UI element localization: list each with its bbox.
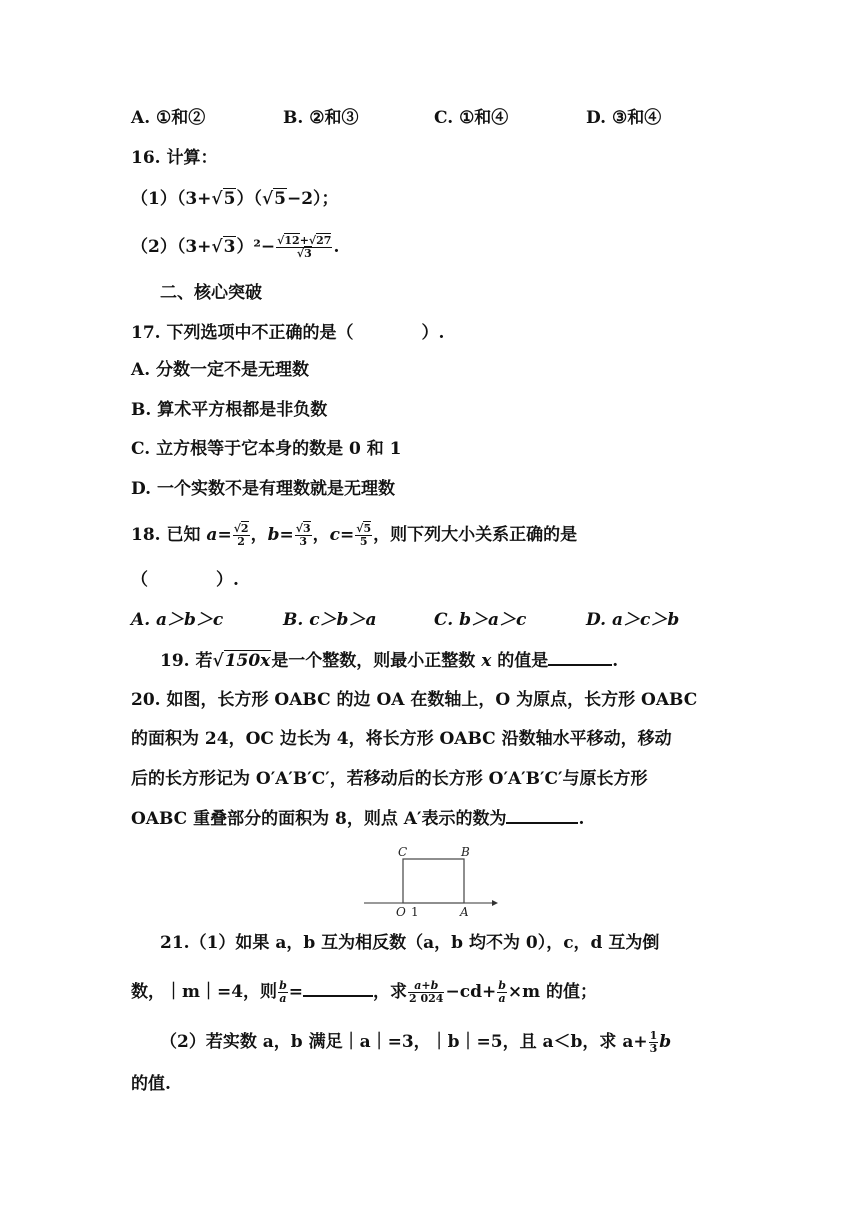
fraction-one-third: $\frac{1}{3}$ [649,1029,658,1055]
q21-line-1: 21.（1）如果 a，b 互为相反数（a，b 均不为 0），c，d 互为倒 [160,933,660,953]
q20-line-2: 的面积为 24，OC 边长为 4，将长方形 OABC 沿数轴水平移动，移动 [131,729,672,749]
q21-line-3: （2）若实数 a，b 满足｜a｜=3，｜b｜=5，且 a＜b，求 a+ $\frac{1}{3}$ b [160,1029,672,1055]
q15-option-b: B. ②和③ [283,108,359,128]
q17-option-d: D. 一个实数不是有理数就是无理数 [131,479,395,499]
fraction-sqrt2-over-2: $\frac{√2}{2}$ [233,522,249,548]
q16-part1: （1）（3+√5）（√5−2）； [131,189,339,209]
q18-option-b: B. c＞b＞a [283,610,377,630]
q21-line-2: 数，｜m｜=4，则 $\frac{b}{a}$ = ，求 $\frac{a+b}{2 024}$ −cd+ $\frac{b}{a}$ ×m 的值； [131,979,598,1005]
q21-line-4: 的值. [131,1074,171,1094]
q15-option-d: D. ③和④ [586,108,662,128]
answer-blank[interactable] [506,806,578,824]
q18-stem: 18. 已知 a= $\frac{√2}{2}$ ，b= $\frac{√3}{3}$ ，c= $\frac{√5}{5}$ ，则下列大小关系正确的是 [131,522,578,548]
label-o: O [396,905,406,919]
q18-answer-paren: （ ）. [131,570,239,590]
fraction-b-over-a: $\frac{b}{a}$ [279,979,287,1005]
rectangle-on-number-line-figure [360,843,500,923]
label-b: B [461,845,470,859]
rectangle-oabc [403,859,464,903]
q18-option-a: A. a＞b＞c [131,610,224,630]
label-a: A [460,905,469,919]
q19-stem: 19. 若√150x是一个整数，则最小正整数 x 的值是 . [160,648,618,673]
q17-option-b: B. 算术平方根都是非负数 [131,400,328,420]
q17-stem: 17. 下列选项中不正确的是（ ）. [131,323,445,343]
q20-line-1: 20. 如图，长方形 OABC 的边 OA 在数轴上，O 为原点，长方形 OABC [131,690,698,710]
q20-line-3: 后的长方形记为 O′A′B′C′，若移动后的长方形 O′A′B′C′与原长方形 [131,769,648,789]
axis-arrow [492,900,498,906]
sqrt-5: √5 [211,189,236,209]
sqrt-5-second: √5 [261,189,286,209]
q17-option-a: A. 分数一定不是无理数 [131,360,310,380]
label-1: 1 [411,905,419,919]
fraction-sum-over-2024: $\frac{a+b}{2 024}$ [409,979,444,1005]
fraction-sqrt3-over-3: $\frac{√3}{3}$ [295,522,311,548]
section-title: 二、核心突破 [160,283,262,303]
q18-option-c: C. b＞a＞c [434,610,527,630]
answer-blank[interactable] [303,979,373,997]
fraction-sqrt5-over-5: $\frac{√5}{5}$ [356,522,372,548]
fraction-b-over-a-second: $\frac{b}{a}$ [498,979,506,1005]
q15-option-c: C. ①和④ [434,108,509,128]
sqrt-3: √3 [211,237,236,257]
q16-part2: （2）（3+√3）²− $\frac{√12+√27}{√3}$ . [131,230,339,264]
q17-option-c: C. 立方根等于它本身的数是 0 和 1 [131,439,402,459]
q16-fraction: $\frac{√12+√27}{√3}$ [277,234,332,260]
label-c: C [398,845,408,859]
q20-line-4: OABC 重叠部分的面积为 8，则点 A′表示的数为 . [131,806,584,831]
answer-blank[interactable] [548,648,612,666]
q18-option-d: D. a＞c＞b [586,610,680,630]
q16-stem: 16. 计算： [131,148,218,168]
q15-option-a: A. ①和② [131,108,206,128]
sqrt-150x: √150x [212,651,271,671]
